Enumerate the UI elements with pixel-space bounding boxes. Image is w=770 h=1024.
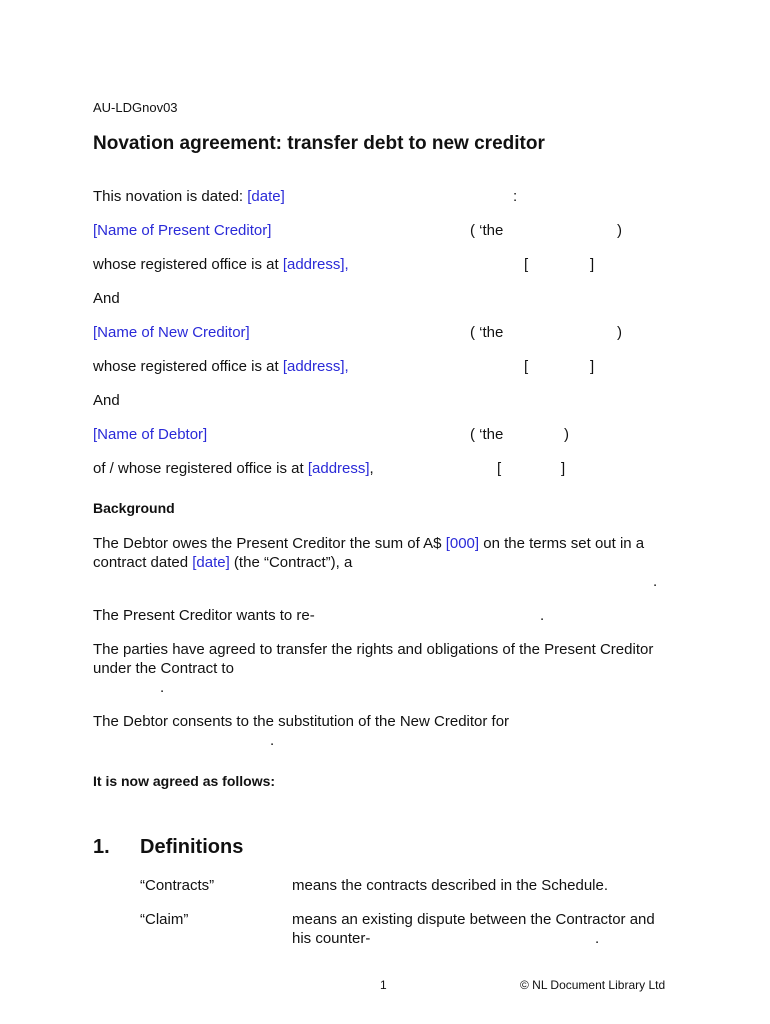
background-p2-dot: . xyxy=(540,607,545,624)
address-placeholder: [address], xyxy=(282,256,349,273)
background-p1-dot: . xyxy=(653,573,658,590)
background-p3-dot: . xyxy=(160,679,165,696)
background-p1-line2 xyxy=(93,553,352,572)
text: The Debtor owes the Present Creditor the sum of A$ xyxy=(93,535,446,552)
new-creditor-name: [Name of New Creditor] xyxy=(93,324,250,341)
date-placeholder: [date] xyxy=(192,554,230,571)
bracket-open: [ xyxy=(524,256,529,273)
agreed-heading: It is now agreed as follows: xyxy=(93,773,276,789)
dated-line xyxy=(93,187,285,206)
bracket-close: ] xyxy=(590,256,595,273)
page-number: 1 xyxy=(380,978,387,992)
new-creditor-office xyxy=(93,357,349,376)
definition-dot: . xyxy=(595,930,600,947)
bracket-open: [ xyxy=(524,358,529,375)
text: (the “Contract”), a xyxy=(229,554,353,571)
definition-meaning: means an existing dispute between the Contractor and xyxy=(292,911,655,928)
and-connector-1: And xyxy=(93,290,120,307)
debtor-the-close: ) xyxy=(564,426,569,443)
present-creditor-office xyxy=(93,255,349,274)
present-creditor-the-open: ( ‘the xyxy=(470,222,504,239)
definition-term: “Claim” xyxy=(140,911,189,928)
debtor-office xyxy=(93,459,374,478)
bracket-close: ] xyxy=(590,358,595,375)
definition-meaning: means the contracts described in the Schedule. xyxy=(292,877,609,894)
address-comma: , xyxy=(369,460,374,477)
background-p3-line2: under the Contract to xyxy=(93,660,234,677)
copyright: © NL Document Library Ltd xyxy=(520,978,666,992)
new-creditor-the-close: ) xyxy=(617,324,622,341)
office-prefix: whose registered office is at xyxy=(93,256,283,273)
background-p1-line1 xyxy=(93,534,644,553)
dated-prefix: This novation is dated: xyxy=(93,188,248,205)
present-creditor-the-close: ) xyxy=(617,222,622,239)
definition-meaning-cont: his counter- xyxy=(292,930,371,947)
document-title: Novation agreement: transfer debt to new creditor xyxy=(93,133,545,154)
office-prefix: whose registered office is at xyxy=(93,358,283,375)
address-placeholder: [address], xyxy=(282,358,349,375)
dated-colon: : xyxy=(513,188,518,205)
definition-term: “Contracts” xyxy=(140,877,215,894)
text: on the terms set out in a xyxy=(479,535,645,552)
background-p3-line1: The parties have agreed to transfer the rights and obligations of the Present Creditor xyxy=(93,641,654,658)
debtor-the-open: ( ‘the xyxy=(470,426,504,443)
bracket-close: ] xyxy=(561,460,566,477)
present-creditor-name: [Name of Present Creditor] xyxy=(93,222,272,239)
new-creditor-the-open: ( ‘the xyxy=(470,324,504,341)
background-heading: Background xyxy=(93,500,175,516)
document-code: AU-LDGnov03 xyxy=(93,100,178,115)
and-connector-2: And xyxy=(93,392,120,409)
text: contract dated xyxy=(93,554,193,571)
background-p4-line1: The Debtor consents to the substitution of the New Creditor for xyxy=(93,713,510,730)
address-placeholder: [address] xyxy=(307,460,370,477)
bracket-open: [ xyxy=(497,460,502,477)
background-p2: The Present Creditor wants to re- xyxy=(93,607,315,624)
section-number: 1. xyxy=(93,836,110,858)
amount-placeholder: [000] xyxy=(445,535,480,552)
office-prefix: of / whose registered office is at xyxy=(93,460,308,477)
debtor-name: [Name of Debtor] xyxy=(93,426,208,443)
background-p4-dot: . xyxy=(270,732,275,749)
section-heading: Definitions xyxy=(140,836,244,858)
date-placeholder: [date] xyxy=(247,188,285,205)
